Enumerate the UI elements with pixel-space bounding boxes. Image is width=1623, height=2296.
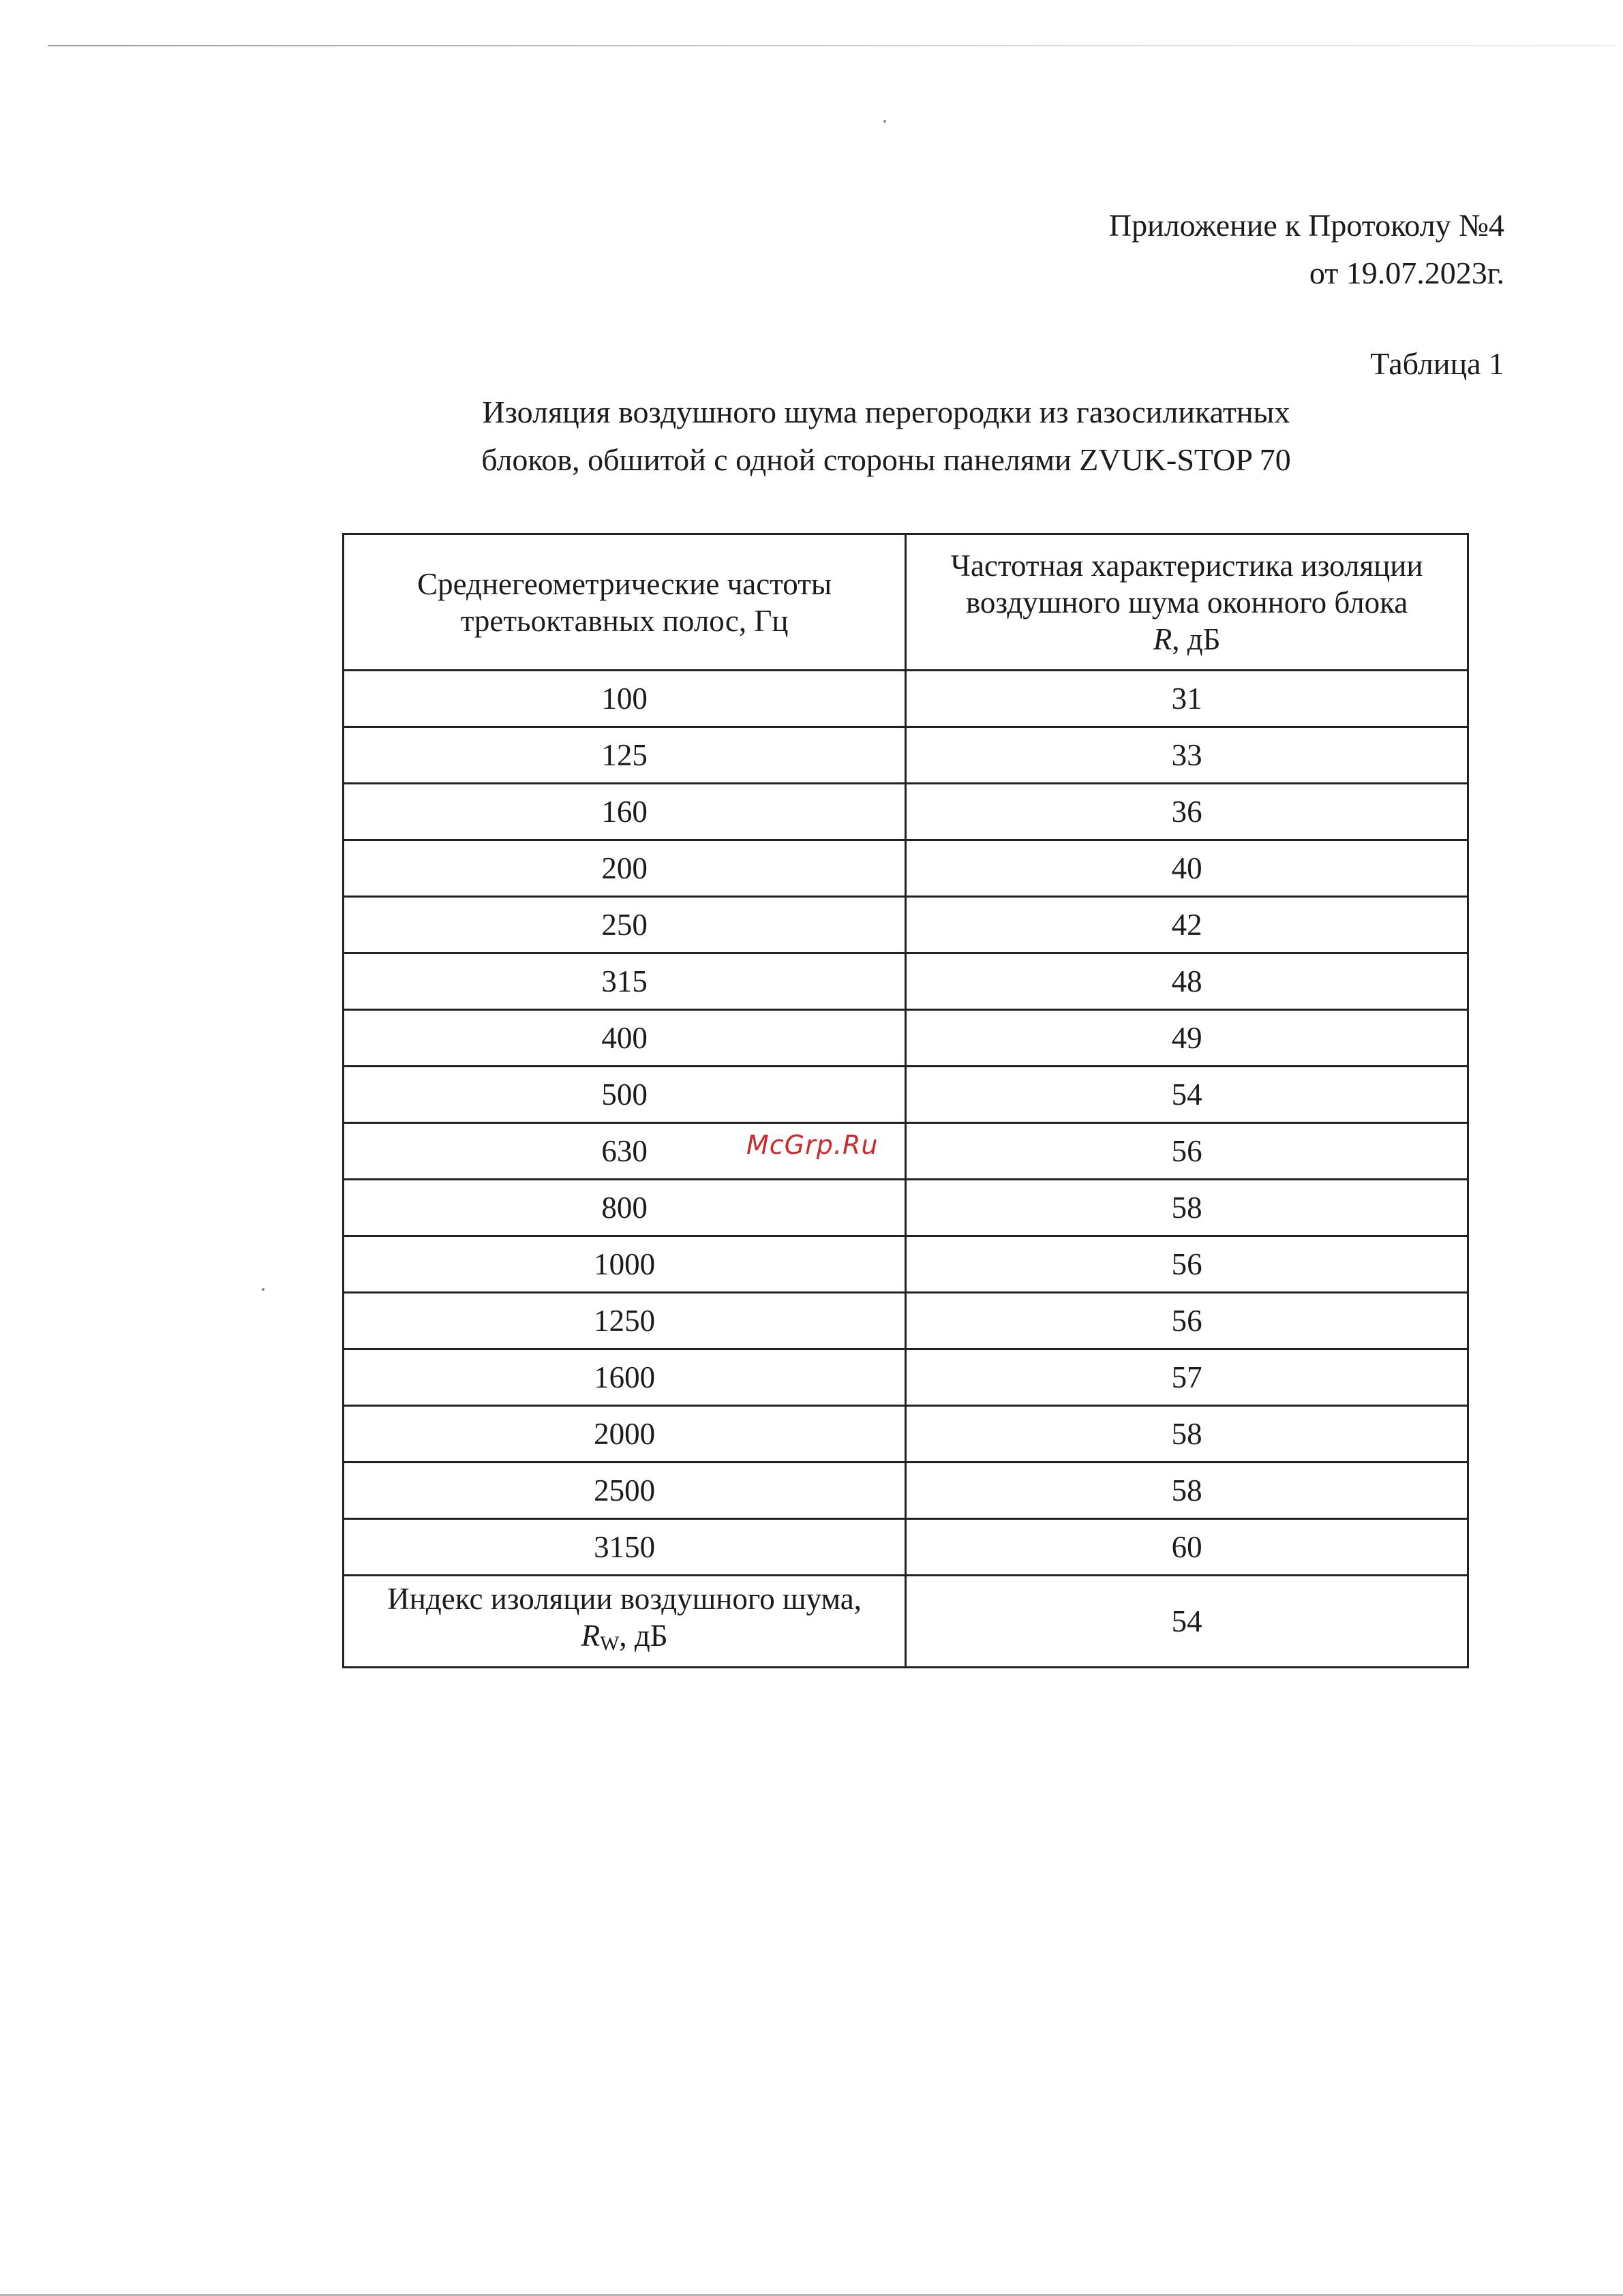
frequency-cell: 2500: [344, 1463, 906, 1519]
table-number: Таблица 1: [1370, 346, 1504, 381]
frequency-cell: 400: [344, 1010, 906, 1067]
table-row: [344, 1010, 1468, 1067]
frequency-cell: 1000: [344, 1236, 906, 1293]
header-r-symbol: R: [1153, 622, 1172, 656]
header-frequency-line-2: третьоктавных полос, Гц: [460, 603, 789, 638]
sound-insulation-table: [342, 533, 1469, 1668]
appendix-date: от 19.07.2023г.: [1309, 256, 1504, 290]
insulation-value-cell: 56: [906, 1123, 1468, 1180]
table-row: [344, 1123, 1468, 1180]
appendix-header: [1109, 202, 1504, 297]
frequency-cell: 125: [344, 727, 906, 784]
table-row: [344, 727, 1468, 784]
header-insulation: [906, 534, 1468, 671]
insulation-value-cell: 48: [906, 953, 1468, 1010]
index-subscript: W: [600, 1632, 620, 1655]
scan-edge-top: [48, 45, 1616, 46]
table-row: [344, 1067, 1468, 1123]
frequency-cell: 500: [344, 1067, 906, 1123]
table-row: [344, 1293, 1468, 1349]
frequency-cell: 2000: [344, 1406, 906, 1463]
table-row: [344, 1180, 1468, 1236]
insulation-value-cell: 58: [906, 1406, 1468, 1463]
header-insulation-line-2: воздушного шума оконного блока: [965, 585, 1408, 619]
frequency-cell: 200: [344, 840, 906, 897]
table-row: [344, 784, 1468, 840]
index-r-symbol: R: [581, 1619, 601, 1653]
header-frequency-line-1: Среднегеометрические частоты: [417, 566, 832, 601]
frequency-cell: 1600: [344, 1349, 906, 1406]
index-label-line-1: Индекс изоляции воздушного шума,: [387, 1582, 862, 1616]
insulation-value-cell: 42: [906, 897, 1468, 953]
table-row: [344, 1406, 1468, 1463]
table-row: [344, 897, 1468, 953]
watermark-text: McGrp.Ru: [746, 1130, 879, 1160]
insulation-value-cell: 40: [906, 840, 1468, 897]
insulation-value-cell: 56: [906, 1293, 1468, 1349]
frequency-cell: 3150: [344, 1519, 906, 1576]
header-r-unit: , дБ: [1172, 622, 1221, 656]
insulation-value-cell: 49: [906, 1010, 1468, 1067]
table-body: [344, 671, 1468, 1576]
appendix-title: Приложение к Протоколу №4: [1108, 208, 1504, 243]
insulation-value-cell: 60: [906, 1519, 1468, 1576]
insulation-value-cell: 57: [906, 1349, 1468, 1406]
insulation-value-cell: 36: [906, 784, 1468, 840]
table-row: [344, 840, 1468, 897]
frequency-cell: 315: [344, 953, 906, 1010]
table-row: [344, 953, 1468, 1010]
frequency-cell: 160: [344, 784, 906, 840]
index-row: [344, 1576, 1468, 1668]
frequency-cell: 1250: [344, 1293, 906, 1349]
frequency-cell: 800: [344, 1180, 906, 1236]
index-label: [344, 1576, 906, 1668]
insulation-value-cell: 54: [906, 1067, 1468, 1123]
header-frequency: [344, 534, 906, 671]
caption-line-1: Изоляция воздушного шума перегородки из газосиликатных: [482, 395, 1290, 429]
table-caption: [423, 388, 1350, 484]
table-row: [344, 1236, 1468, 1293]
scan-speck: [883, 120, 886, 123]
table-row: [344, 1349, 1468, 1406]
caption-line-2: блоков, обшитой с одной стороны панелями ZVUK-STOP 70: [481, 442, 1291, 477]
insulation-value-cell: 33: [906, 727, 1468, 784]
frequency-cell: 630: [344, 1123, 906, 1180]
insulation-value-cell: 58: [906, 1180, 1468, 1236]
frequency-cell: 250: [344, 897, 906, 953]
table-row: [344, 671, 1468, 727]
table-row: [344, 1519, 1468, 1576]
index-value: 54: [906, 1576, 1468, 1668]
insulation-value-cell: 58: [906, 1463, 1468, 1519]
table-row: [344, 1463, 1468, 1519]
insulation-value-cell: 56: [906, 1236, 1468, 1293]
scan-speck: [262, 1288, 264, 1291]
header-insulation-line-3: [907, 621, 1467, 658]
header-insulation-line-1: Частотная характеристика изоляции: [950, 548, 1423, 583]
index-unit: , дБ: [619, 1619, 668, 1653]
index-label-line-2: [344, 1617, 905, 1662]
insulation-value-cell: 31: [906, 671, 1468, 727]
frequency-cell: 100: [344, 671, 906, 727]
table-header-row: [344, 534, 1468, 671]
